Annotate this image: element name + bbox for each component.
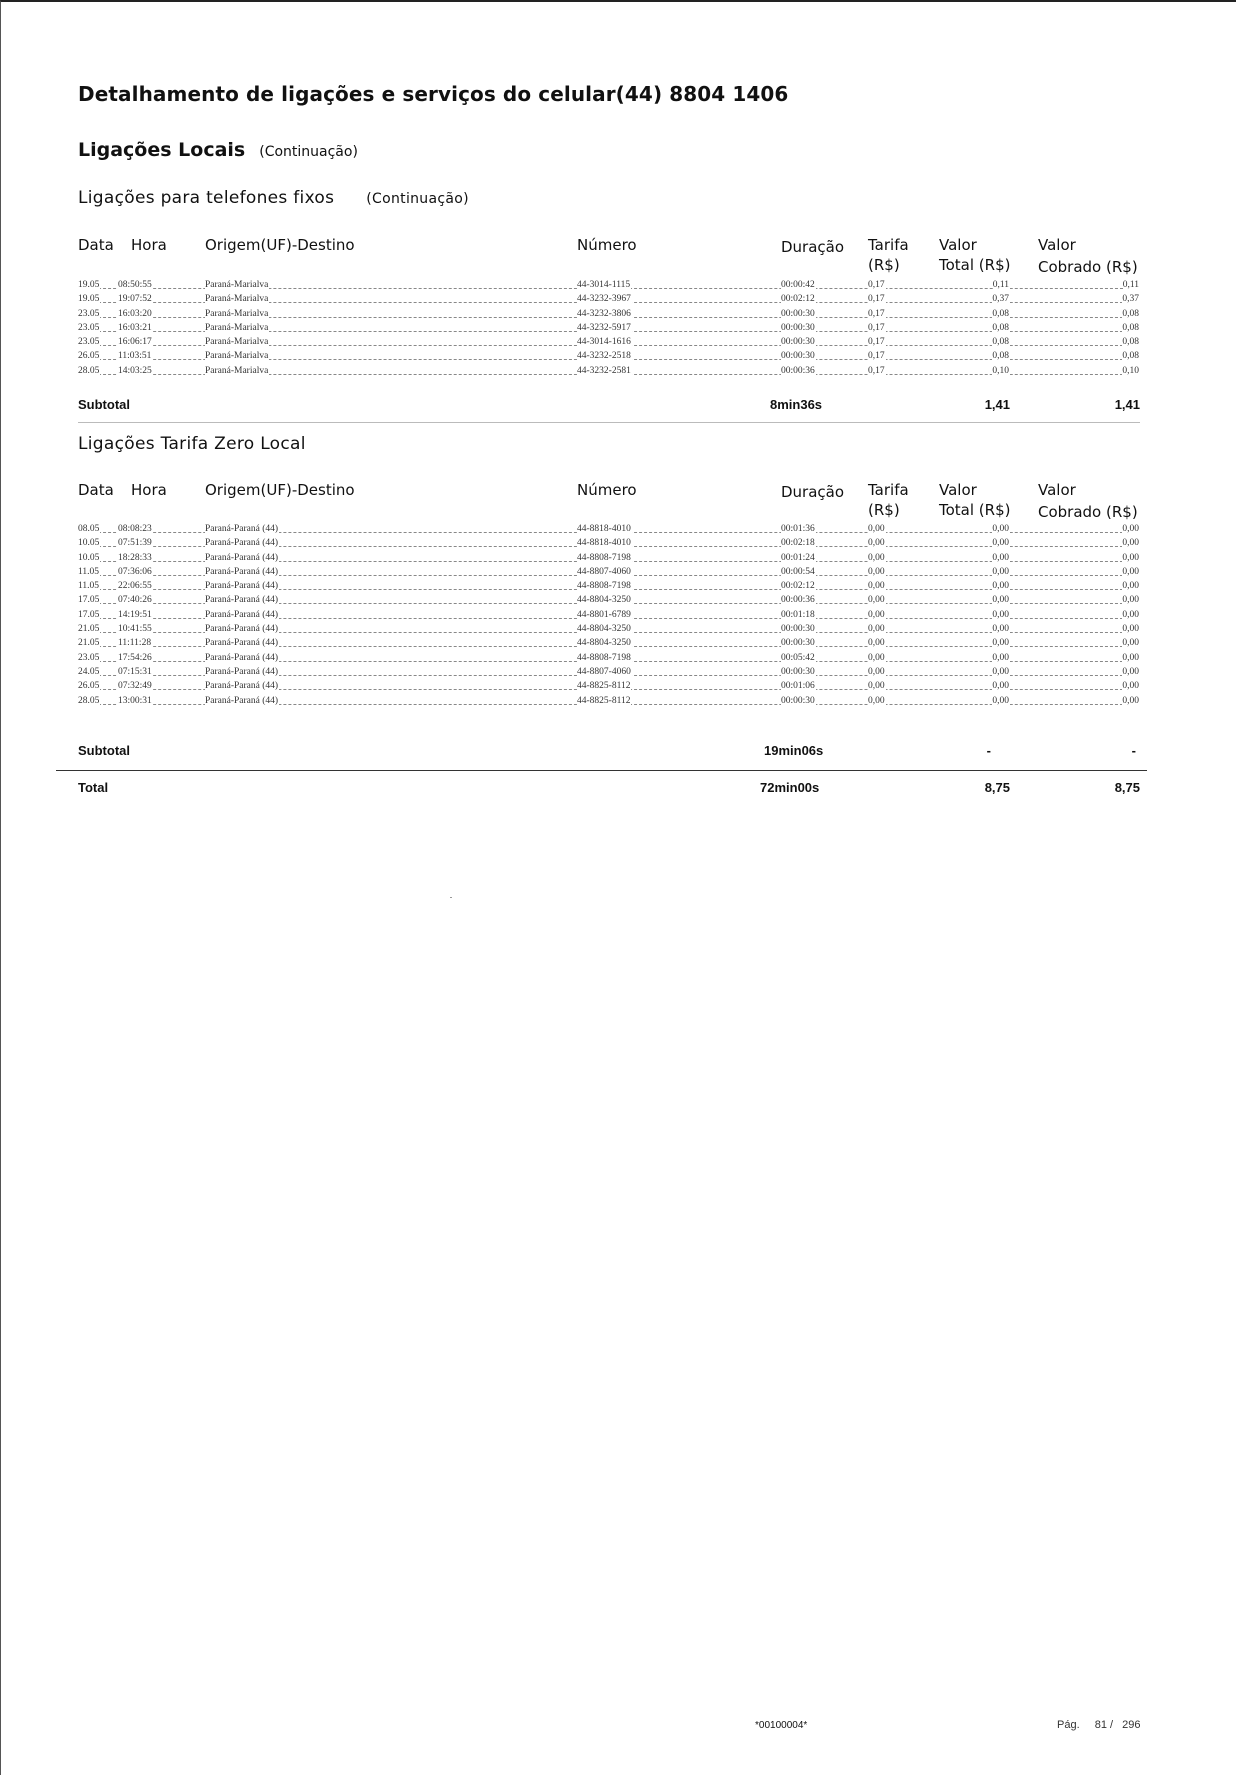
footer-page-number xyxy=(1057,1719,1140,1731)
total-valor-total: 8,75 xyxy=(984,780,1010,795)
cell-duration: 00:00:30 xyxy=(781,322,815,333)
cell-date: 10.05 xyxy=(78,538,100,549)
header-duracao: Duração xyxy=(781,238,845,256)
cell-total: 0,00 xyxy=(992,552,1009,563)
table-row xyxy=(78,695,1140,709)
cell-date: 26.05 xyxy=(78,351,100,362)
subtotal-valor-cobrado: 1,41 xyxy=(1114,397,1140,412)
cell-charged: 0,08 xyxy=(1122,322,1139,333)
cell-charged: 0,08 xyxy=(1122,308,1139,319)
cell-route: Paraná-Marialva xyxy=(205,294,269,305)
header-data: Data xyxy=(78,481,114,499)
table-row xyxy=(78,666,1140,680)
cell-date: 19.05 xyxy=(78,280,100,290)
cell-duration: 00:02:12 xyxy=(781,581,815,592)
table-row xyxy=(78,279,1140,293)
cell-date: 24.05 xyxy=(78,666,100,677)
cell-time: 17:54:26 xyxy=(118,652,152,663)
header-tarifa-unit: (R$) xyxy=(868,256,900,274)
table-row xyxy=(78,336,1140,350)
cell-tariff: 0,00 xyxy=(868,652,885,663)
cell-route: Paraná-Marialva xyxy=(205,337,269,348)
total-row xyxy=(78,780,1140,798)
section-continuation: (Continuação) xyxy=(259,144,358,160)
total-duration: 72min00s xyxy=(760,780,820,795)
cell-tariff: 0,17 xyxy=(868,322,885,333)
cell-tariff: 0,00 xyxy=(868,638,885,649)
cell-time: 07:36:06 xyxy=(118,566,152,577)
cell-time: 16:03:21 xyxy=(118,322,152,333)
cell-date: 17.05 xyxy=(78,609,100,620)
cell-total: 0,00 xyxy=(992,624,1009,635)
cell-time: 14:19:51 xyxy=(118,609,152,620)
table-row xyxy=(78,652,1140,666)
cell-number: 44-8808-7198 xyxy=(577,581,631,592)
page-total: 296 xyxy=(1122,1719,1141,1731)
table-row xyxy=(78,680,1140,694)
cell-time: 22:06:55 xyxy=(118,581,152,592)
cell-date: 10.05 xyxy=(78,552,100,563)
cell-time: 07:32:49 xyxy=(118,681,152,692)
cell-total: 0,00 xyxy=(992,695,1009,706)
table1-continuation: (Continuação) xyxy=(366,191,469,207)
cell-tariff: 0,00 xyxy=(868,695,885,706)
cell-charged: 0,00 xyxy=(1122,681,1139,692)
table-row xyxy=(78,552,1140,566)
cell-number: 44-3014-1616 xyxy=(577,337,631,348)
subtotal-label: Subtotal xyxy=(78,397,130,412)
cell-duration: 00:01:18 xyxy=(781,609,815,620)
cell-route: Paraná-Paraná (44) xyxy=(205,695,279,706)
cell-total: 0,00 xyxy=(992,681,1009,692)
header-numero: Número xyxy=(577,236,637,254)
cell-tariff: 0,00 xyxy=(868,595,885,606)
cell-charged: 0,00 xyxy=(1122,538,1139,549)
cell-route: Paraná-Marialva xyxy=(205,308,269,319)
cell-time: 10:41:55 xyxy=(118,624,152,635)
cell-total: 0,10 xyxy=(992,365,1009,376)
cell-number: 44-8818-4010 xyxy=(577,538,631,549)
cell-charged: 0,08 xyxy=(1122,337,1139,348)
subtotal-duration: 8min36s xyxy=(770,397,823,412)
header-tarifa: Tarifa xyxy=(868,481,909,499)
cell-tariff: 0,00 xyxy=(868,552,885,563)
cell-route: Paraná-Paraná (44) xyxy=(205,581,279,592)
header-hora: Hora xyxy=(131,236,167,254)
cell-charged: 0,00 xyxy=(1122,695,1139,706)
cell-duration: 00:05:42 xyxy=(781,652,815,663)
cell-number: 44-3232-3806 xyxy=(577,308,631,319)
cell-charged: 0,00 xyxy=(1122,581,1139,592)
table1-title-text: Ligações para telefones fixos xyxy=(78,188,335,208)
page-current: 81 / xyxy=(1094,1719,1114,1731)
cell-duration: 00:00:54 xyxy=(781,566,815,577)
cell-time: 18:28:33 xyxy=(118,552,152,563)
cell-date: 23.05 xyxy=(78,322,100,333)
cell-route: Paraná-Marialva xyxy=(205,351,269,362)
header-hora: Hora xyxy=(131,481,167,499)
cell-tariff: 0,00 xyxy=(868,624,885,635)
cell-total: 0,00 xyxy=(992,524,1009,534)
cell-duration: 00:00:36 xyxy=(781,595,815,606)
cell-duration: 00:00:42 xyxy=(781,280,815,290)
cell-charged: 0,00 xyxy=(1122,595,1139,606)
header-valor-cobrado: Valor xyxy=(1038,236,1076,254)
cell-route: Paraná-Paraná (44) xyxy=(205,624,279,635)
cell-number: 44-3232-3967 xyxy=(577,294,631,305)
header-valor-cobrado: Valor xyxy=(1038,481,1076,499)
table2-rows xyxy=(78,523,1140,709)
cell-route: Paraná-Paraná (44) xyxy=(205,652,279,663)
cell-tariff: 0,00 xyxy=(868,681,885,692)
cell-duration: 00:01:06 xyxy=(781,681,815,692)
cell-tariff: 0,00 xyxy=(868,566,885,577)
header-numero: Número xyxy=(577,481,637,499)
table-row xyxy=(78,637,1140,651)
cell-time: 14:03:25 xyxy=(118,365,152,376)
header-valor-cobrado-unit: Cobrado (R$) xyxy=(1038,258,1138,276)
cell-duration: 00:00:30 xyxy=(781,695,815,706)
cell-tariff: 0,00 xyxy=(868,609,885,620)
cell-date: 08.05 xyxy=(78,524,100,534)
cell-route: Paraná-Paraná (44) xyxy=(205,638,279,649)
table1-header xyxy=(78,236,1140,278)
cell-duration: 00:00:30 xyxy=(781,308,815,319)
cell-route: Paraná-Marialva xyxy=(205,322,269,333)
cell-duration: 00:02:18 xyxy=(781,538,815,549)
header-valor-total: Valor xyxy=(939,236,977,254)
cell-route: Paraná-Paraná (44) xyxy=(205,566,279,577)
cell-total: 0,00 xyxy=(992,581,1009,592)
cell-time: 11:03:51 xyxy=(118,351,152,362)
cell-time: 19:07:52 xyxy=(118,294,152,305)
cell-number: 44-8807-4060 xyxy=(577,666,631,677)
table-row xyxy=(78,365,1140,379)
table-row xyxy=(78,322,1140,336)
cell-charged: 0,00 xyxy=(1122,552,1139,563)
cell-route: Paraná-Paraná (44) xyxy=(205,666,279,677)
section-title-text: Ligações Locais xyxy=(78,139,246,161)
cell-route: Paraná-Paraná (44) xyxy=(205,552,279,563)
cell-route: Paraná-Paraná (44) xyxy=(205,609,279,620)
cell-number: 44-3232-2518 xyxy=(577,351,631,362)
cell-duration: 00:00:30 xyxy=(781,638,815,649)
cell-tariff: 0,17 xyxy=(868,351,885,362)
table1-subtotal-row xyxy=(78,397,1140,415)
cell-duration: 00:00:36 xyxy=(781,365,815,376)
cell-time: 07:51:39 xyxy=(118,538,152,549)
cell-number: 44-8807-4060 xyxy=(577,566,631,577)
cell-date: 28.05 xyxy=(78,365,100,376)
document-title: Detalhamento de ligações e serviços do celular(44) 8804 1406 xyxy=(78,82,789,106)
cell-tariff: 0,17 xyxy=(868,365,885,376)
header-valor-total-unit: Total (R$) xyxy=(939,501,1011,519)
cell-total: 0,08 xyxy=(992,337,1009,348)
cell-number: 44-3014-1115 xyxy=(577,280,631,290)
cell-number: 44-8825-8112 xyxy=(577,695,631,706)
cell-date: 28.05 xyxy=(78,695,100,706)
header-tarifa-unit: (R$) xyxy=(868,501,900,519)
cell-total: 0,37 xyxy=(992,294,1009,305)
cell-time: 08:50:55 xyxy=(118,280,152,290)
cell-time: 16:06:17 xyxy=(118,337,152,348)
table2-title xyxy=(78,434,306,454)
cell-route: Paraná-Marialva xyxy=(205,280,269,290)
cell-number: 44-8804-3250 xyxy=(577,624,631,635)
cell-charged: 0,00 xyxy=(1122,609,1139,620)
cell-time: 16:03:20 xyxy=(118,308,152,319)
cell-route: Paraná-Marialva xyxy=(205,365,269,376)
cell-duration: 00:01:24 xyxy=(781,552,815,563)
cell-time: 11:11:28 xyxy=(118,638,152,649)
cell-date: 19.05 xyxy=(78,294,100,305)
table-row xyxy=(78,609,1140,623)
table1-divider xyxy=(78,422,1140,423)
cell-date: 21.05 xyxy=(78,638,100,649)
cell-route: Paraná-Paraná (44) xyxy=(205,538,279,549)
cell-date: 17.05 xyxy=(78,595,100,606)
cell-total: 0,00 xyxy=(992,595,1009,606)
cell-number: 44-8801-6789 xyxy=(577,609,631,620)
cell-tariff: 0,17 xyxy=(868,308,885,319)
table2-title-text: Ligações Tarifa Zero Local xyxy=(78,434,306,454)
table-row xyxy=(78,308,1140,322)
subtotal-duration: 19min06s xyxy=(764,743,824,758)
cell-duration: 00:02:12 xyxy=(781,294,815,305)
cell-total: 0,08 xyxy=(992,351,1009,362)
table-row xyxy=(78,537,1140,551)
cell-tariff: 0,17 xyxy=(868,337,885,348)
table-row xyxy=(78,566,1140,580)
total-label: Total xyxy=(78,780,109,795)
cell-total: 0,00 xyxy=(992,609,1009,620)
total-valor-cobrado: 8,75 xyxy=(1114,780,1140,795)
cell-date: 11.05 xyxy=(78,581,100,592)
cell-duration: 00:00:30 xyxy=(781,666,815,677)
cell-date: 26.05 xyxy=(78,681,100,692)
cell-number: 44-3232-5917 xyxy=(577,322,631,333)
cell-duration: 00:00:30 xyxy=(781,337,815,348)
cell-date: 23.05 xyxy=(78,652,100,663)
subtotal-valor-total: 1,41 xyxy=(984,397,1010,412)
cell-date: 11.05 xyxy=(78,566,100,577)
cell-charged: 0,37 xyxy=(1122,294,1139,305)
cell-tariff: 0,00 xyxy=(868,581,885,592)
cell-total: 0,08 xyxy=(992,308,1009,319)
table-row xyxy=(78,293,1140,307)
total-divider xyxy=(56,770,1147,771)
cell-charged: 0,00 xyxy=(1122,566,1139,577)
subtotal-label: Subtotal xyxy=(78,743,130,758)
table2-header xyxy=(78,481,1140,523)
cell-tariff: 0,00 xyxy=(868,524,885,534)
cell-time: 08:08:23 xyxy=(118,524,152,534)
cell-number: 44-8825-8112 xyxy=(577,681,631,692)
cell-number: 44-3232-2581 xyxy=(577,365,631,376)
cell-time: 07:15:31 xyxy=(118,666,152,677)
cell-date: 23.05 xyxy=(78,337,100,348)
cell-tariff: 0,17 xyxy=(868,280,885,290)
cell-time: 13:00:31 xyxy=(118,695,152,706)
cell-total: 0,00 xyxy=(992,638,1009,649)
table-row xyxy=(78,623,1140,637)
cell-total: 0,11 xyxy=(992,280,1009,290)
cell-duration: 00:00:30 xyxy=(781,624,815,635)
header-tarifa: Tarifa xyxy=(868,236,909,254)
cell-route: Paraná-Paraná (44) xyxy=(205,681,279,692)
cell-total: 0,00 xyxy=(992,666,1009,677)
page-label: Pág. xyxy=(1057,1719,1080,1731)
table-row xyxy=(78,350,1140,364)
cell-number: 44-8804-3250 xyxy=(577,595,631,606)
cell-number: 44-8804-3250 xyxy=(577,638,631,649)
cell-tariff: 0,00 xyxy=(868,666,885,677)
header-valor-total-unit: Total (R$) xyxy=(939,256,1011,274)
cell-charged: 0,00 xyxy=(1122,652,1139,663)
cell-charged: 0,00 xyxy=(1122,638,1139,649)
cell-duration: 00:01:36 xyxy=(781,524,815,534)
cell-number: 44-8808-7198 xyxy=(577,552,631,563)
cell-charged: 0,08 xyxy=(1122,351,1139,362)
table-row xyxy=(78,523,1140,537)
scan-speck xyxy=(450,897,452,898)
header-valor-total: Valor xyxy=(939,481,977,499)
cell-number: 44-8808-7198 xyxy=(577,652,631,663)
cell-charged: 0,00 xyxy=(1122,624,1139,635)
table2-subtotal-row xyxy=(78,743,1140,761)
table1-title xyxy=(78,188,469,208)
cell-total: 0,00 xyxy=(992,566,1009,577)
footer-code: *00100004* xyxy=(755,1720,808,1731)
header-origem: Origem(UF)-Destino xyxy=(205,236,355,254)
subtotal-valor-cobrado: - xyxy=(1131,743,1136,758)
cell-charged: 0,11 xyxy=(1122,280,1139,290)
cell-route: Paraná-Paraná (44) xyxy=(205,595,279,606)
subtotal-valor-total: - xyxy=(986,743,991,758)
header-duracao: Duração xyxy=(781,483,845,501)
cell-route: Paraná-Paraná (44) xyxy=(205,524,279,534)
cell-date: 21.05 xyxy=(78,624,100,635)
cell-duration: 00:00:30 xyxy=(781,351,815,362)
cell-number: 44-8818-4010 xyxy=(577,524,631,534)
table1-rows xyxy=(78,279,1140,379)
cell-tariff: 0,00 xyxy=(868,538,885,549)
cell-total: 0,00 xyxy=(992,652,1009,663)
header-data: Data xyxy=(78,236,114,254)
cell-time: 07:40:26 xyxy=(118,595,152,606)
cell-charged: 0,10 xyxy=(1122,365,1139,376)
cell-date: 23.05 xyxy=(78,308,100,319)
header-valor-cobrado-unit: Cobrado (R$) xyxy=(1038,503,1138,521)
cell-total: 0,08 xyxy=(992,322,1009,333)
table-row xyxy=(78,594,1140,608)
table-row xyxy=(78,580,1140,594)
cell-charged: 0,00 xyxy=(1122,666,1139,677)
cell-charged: 0,00 xyxy=(1122,524,1139,534)
cell-tariff: 0,17 xyxy=(868,294,885,305)
section-title xyxy=(78,139,358,161)
cell-total: 0,00 xyxy=(992,538,1009,549)
header-origem: Origem(UF)-Destino xyxy=(205,481,355,499)
